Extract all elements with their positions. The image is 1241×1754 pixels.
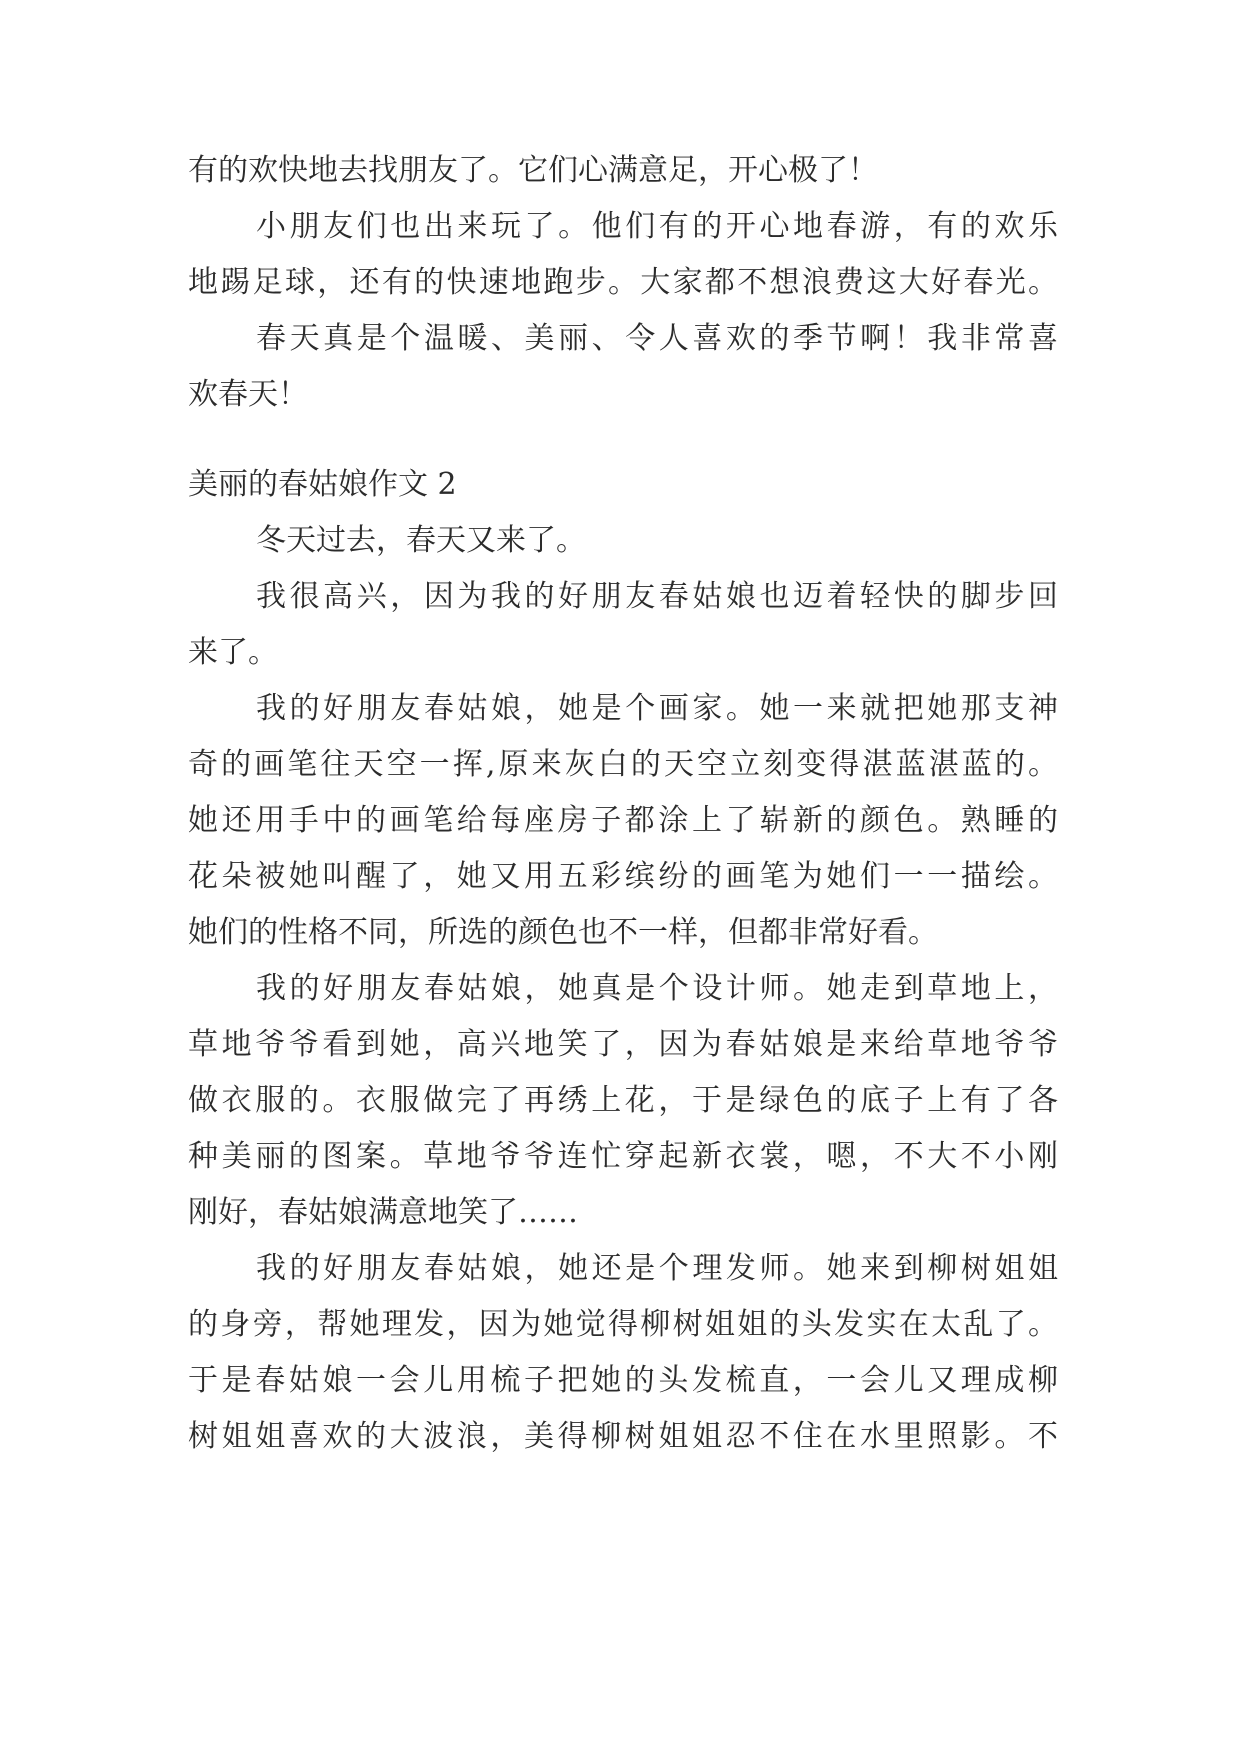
paragraph-start-line: 春天真是个温暖、美丽、令人喜欢的季节啊！我非常喜 (256, 321, 1058, 356)
text-line: 来了。 (188, 635, 278, 670)
text-line: 地踢足球，还有的快速地跑步。大家都不想浪费这大好春光。 (188, 265, 1058, 300)
text-line: 于是春姑娘一会儿用梳子把她的头发梳直，一会儿又理成柳 (188, 1363, 1058, 1398)
text-line: 欢春天！ (188, 377, 308, 412)
text-line: 她还用手中的画笔给每座房子都涂上了崭新的颜色。熟睡的 (188, 803, 1058, 838)
text-line: 刚好，春姑娘满意地笑了…… (188, 1195, 578, 1230)
text-line: 她们的性格不同，所选的颜色也不一样，但都非常好看。 (188, 915, 938, 950)
paragraph-start-line: 我很高兴，因为我的好朋友春姑娘也迈着轻快的脚步回 (256, 579, 1058, 614)
essay-title: 美丽的春姑娘作文 2 (188, 467, 457, 502)
paragraph-start-line: 小朋友们也出来玩了。他们有的开心地春游，有的欢乐 (256, 209, 1058, 244)
text-line: 的身旁，帮她理发，因为她觉得柳树姐姐的头发实在太乱了。 (188, 1307, 1058, 1342)
text-line: 有的欢快地去找朋友了。它们心满意足，开心极了！ (188, 153, 878, 188)
paragraph-start-line: 我的好朋友春姑娘，她是个画家。她一来就把她那支神 (256, 691, 1058, 726)
text-line: 树姐姐喜欢的大波浪，美得柳树姐姐忍不住在水里照影。不 (188, 1419, 1058, 1454)
text-line: 做衣服的。衣服做完了再绣上花，于是绿色的底子上有了各 (188, 1083, 1058, 1118)
text-line: 草地爷爷看到她，高兴地笑了，因为春姑娘是来给草地爷爷 (188, 1027, 1058, 1062)
paragraph-start-line: 我的好朋友春姑娘，她还是个理发师。她来到柳树姐姐 (256, 1251, 1058, 1286)
text-line: 奇的画笔往天空一挥,原来灰白的天空立刻变得湛蓝湛蓝的。 (188, 747, 1058, 782)
text-line: 花朵被她叫醒了，她又用五彩缤纷的画笔为她们一一描绘。 (188, 859, 1058, 894)
paragraph-start-line: 我的好朋友春姑娘，她真是个设计师。她走到草地上， (256, 971, 1058, 1006)
paragraph-start-line: 冬天过去，春天又来了。 (256, 523, 586, 558)
text-line: 种美丽的图案。草地爷爷连忙穿起新衣裳，嗯，不大不小刚 (188, 1139, 1058, 1174)
